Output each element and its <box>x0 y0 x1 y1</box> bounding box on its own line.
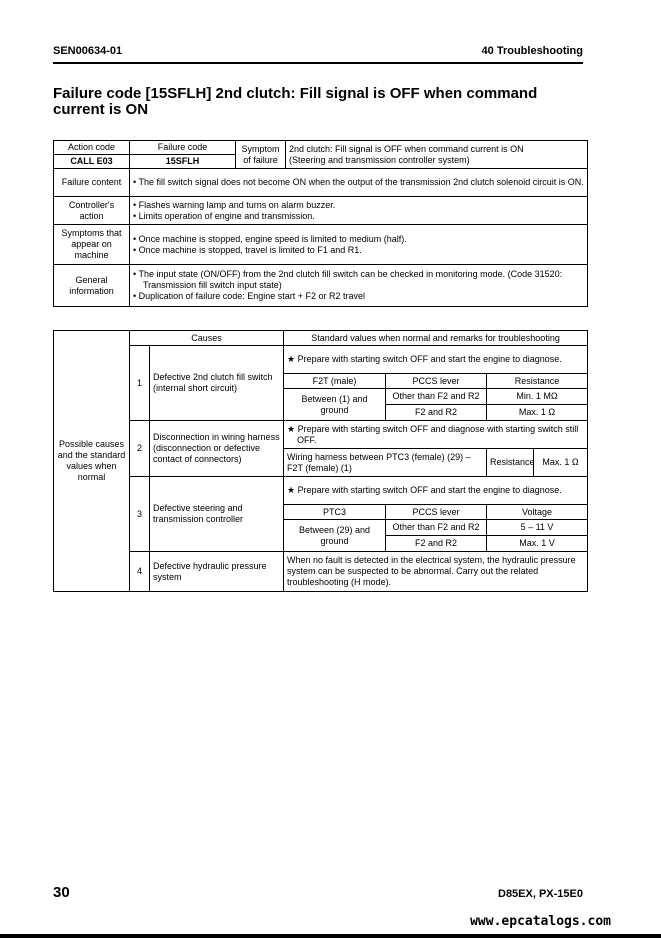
section-title: 40 Troubleshooting <box>481 45 583 57</box>
causes-table <box>53 330 588 592</box>
page-title: Failure code [15SFLH] 2nd clutch: Fill signal is OFF when command current is ON <box>53 85 538 118</box>
cause-note <box>284 477 588 505</box>
header-rule <box>53 62 583 64</box>
value-cell: Max. 1 Ω <box>534 449 588 477</box>
measure-header: Resistance <box>487 449 534 477</box>
value-cell: 5 – 11 V <box>487 520 588 536</box>
condition-cell: F2 and R2 <box>386 536 487 552</box>
action-code-label: Action code <box>54 141 130 155</box>
condition-cell: Other than F2 and R2 <box>386 389 487 405</box>
cause-number: 2 <box>130 421 150 477</box>
symptoms-text <box>130 225 588 265</box>
condition-cell: F2 and R2 <box>386 405 487 421</box>
symptom-text <box>286 141 588 169</box>
value-cell: Max. 1 Ω <box>487 405 588 421</box>
cause-note-text: ★ Prepare with starting switch OFF and start the engine to diagnose. <box>287 485 562 495</box>
cause-description: Defective 2nd clutch fill switch (internal short circuit) <box>150 346 284 421</box>
symptom-line-2: (Steering and transmission controller system) <box>289 154 470 165</box>
cause-note <box>284 421 588 449</box>
value-cell: Min. 1 MΩ <box>487 389 588 405</box>
connector-header: F2T (male) <box>284 374 386 389</box>
model-name: D85EX, PX-15E0 <box>498 888 583 900</box>
symptoms-line: • Once machine is stopped, engine speed is limited to medium (half). <box>133 233 407 244</box>
symptoms-line: • Once machine is stopped, travel is limited to F1 and R1. <box>133 244 362 255</box>
failure-code-value: 15SFLH <box>130 155 236 169</box>
controller-action-label: Controller's action <box>54 197 130 225</box>
failure-content-text <box>130 169 588 197</box>
measure-point: Between (29) and ground <box>284 520 386 552</box>
possible-causes-label: Possible causes and the standard values when normal <box>54 331 130 592</box>
failure-code-label: Failure code <box>130 141 236 155</box>
standard-values-header: Standard values when normal and remarks for troubleshooting <box>284 331 588 346</box>
watermark: www.epcatalogs.com <box>470 914 611 929</box>
failure-content-line: • The fill switch signal does not become ON when the output of the transmission 2nd clutch solenoid circuit is ON. <box>133 177 584 187</box>
lever-header: PCCS lever <box>386 374 487 389</box>
cause-note-text: ★ Prepare with starting switch OFF and diagnose with starting switch still OFF. <box>287 423 579 445</box>
bottom-rule <box>0 934 661 938</box>
controller-action-line: • Flashes warning lamp and turns on alarm buzzer. <box>133 199 336 210</box>
general-info-line: • The input state (ON/OFF) from the 2nd clutch fill switch can be checked in monitoring mode. (Code 31520: Transmission fill switch input state) <box>133 269 563 290</box>
measure-header: Voltage <box>487 505 588 520</box>
lever-header: PCCS lever <box>386 505 487 520</box>
condition-cell: Other than F2 and R2 <box>386 520 487 536</box>
cause-number: 1 <box>130 346 150 421</box>
measure-point: Between (1) and ground <box>284 389 386 421</box>
connector-header: PTC3 <box>284 505 386 520</box>
symptom-label: Symptom of failure <box>236 141 286 169</box>
measure-header: Resistance <box>487 374 588 389</box>
document-id: SEN00634-01 <box>53 45 123 57</box>
controller-action-line: • Limits operation of engine and transmission. <box>133 210 315 221</box>
action-code-value: CALL E03 <box>54 155 130 169</box>
causes-header: Causes <box>130 331 284 346</box>
cause-note <box>284 346 588 374</box>
symptoms-label: Symptoms that appear on machine <box>54 225 130 265</box>
failure-content-label: Failure content <box>54 169 130 197</box>
harness-description: Wiring harness between PTC3 (female) (29) – F2T (female) (1) <box>284 449 487 477</box>
controller-action-text <box>130 197 588 225</box>
failure-info-table <box>53 140 588 307</box>
value-cell: Max. 1 V <box>487 536 588 552</box>
cause-number: 4 <box>130 552 150 592</box>
symptom-line-1: 2nd clutch: Fill signal is OFF when command current is ON <box>289 143 524 154</box>
cause-description: Defective steering and transmission controller <box>150 477 284 552</box>
cause-note-text: ★ Prepare with starting switch OFF and start the engine to diagnose. <box>287 354 562 364</box>
cause-description: Defective hydraulic pressure system <box>150 552 284 592</box>
general-info-text <box>130 265 588 307</box>
general-info-label: General information <box>54 265 130 307</box>
cause-description: Disconnection in wiring harness (disconnection or defective contact of connectors) <box>150 421 284 477</box>
general-info-line: • Duplication of failure code: Engine start + F2 or R2 travel <box>133 291 366 301</box>
cause-number: 3 <box>130 477 150 552</box>
cause-note: When no fault is detected in the electrical system, the hydraulic pressure system can be suspected to be abnormal. Carry out the related troubleshooting (H mode). <box>284 552 588 592</box>
page-number: 30 <box>53 884 70 901</box>
